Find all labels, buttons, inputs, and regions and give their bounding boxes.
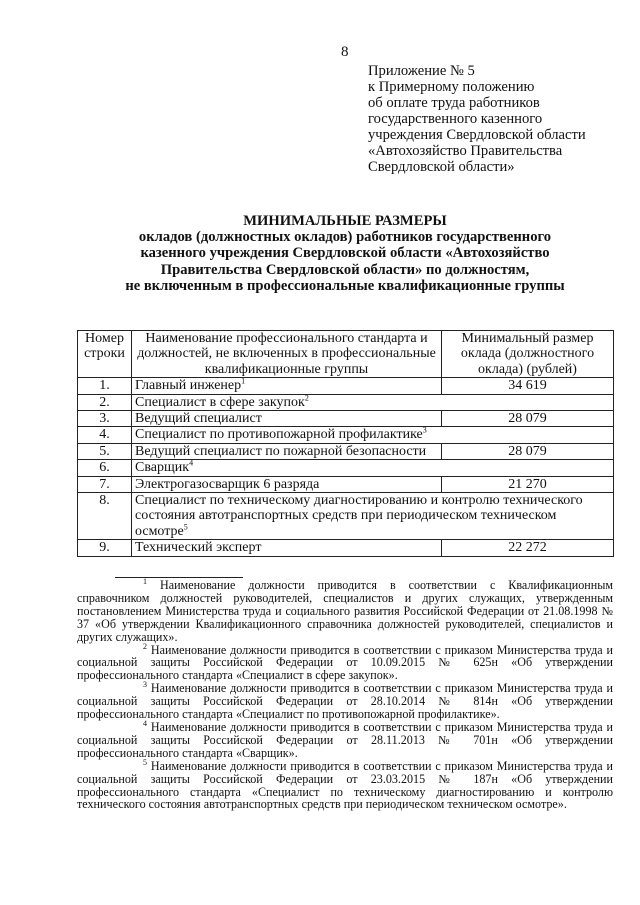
position-name-cell [132, 540, 442, 556]
footnote-mark: 2 [143, 641, 147, 651]
appendix-line: к Примерному положению [368, 79, 535, 95]
title-line: МИНИМАЛЬНЫЕ РАЗМЕРЫ [243, 213, 447, 229]
position-name-cell [132, 460, 614, 476]
position-name-cell [132, 427, 614, 443]
position-name: Электрогазосварщик 6 разряда [135, 476, 320, 492]
appendix-line: Свердловской области» [368, 159, 515, 175]
footnote-marker[interactable]: 4 [189, 458, 194, 468]
min-salary-cell: 28 079 [442, 443, 614, 459]
footnote-marker[interactable]: 5 [183, 522, 188, 532]
footnote-item [77, 576, 613, 644]
footnotes [77, 576, 613, 812]
table-row [78, 378, 614, 394]
title-line: казенного учреждения Свердловской области «Автохозяйство [140, 245, 550, 262]
salary-table [77, 330, 614, 557]
position-name-cell [132, 443, 442, 459]
appendix-reference [368, 63, 628, 175]
footnote-mark: 3 [143, 680, 147, 690]
position-name: Ведущий специалист по пожарной безопасности [135, 443, 427, 459]
table-body [78, 378, 614, 556]
footnote-mark: 4 [143, 718, 147, 728]
footnote-marker[interactable]: 2 [304, 392, 309, 402]
row-number-cell: 7. [78, 476, 132, 492]
footnote-text: Наименование должности приводится в соответствии с приказом Министерства труда и социальной защиты Российской Федерации от 23.03.2015 № 187н «Об утверждении профессионального стандарта «Специалист по техническому диагностированию и контролю технического состояния автотранспортных средств при периодическом техническом осмотре». [77, 758, 613, 812]
row-number-cell: 3. [78, 411, 132, 427]
footnote-marker[interactable]: 1 [241, 376, 246, 386]
min-salary-cell: 22 272 [442, 540, 614, 556]
appendix-line: государственного казенного [368, 111, 543, 127]
footnote-text: Наименование должности приводится в соответствии с приказом Министерства труда и социальной защиты Российской Федерации от 28.11.2013 № 701н «Об утверждении профессионального стандарта «Сварщик». [77, 719, 613, 760]
table-row [78, 411, 614, 427]
table-row [78, 427, 614, 443]
footnote-text: Наименование должности приводится в соответствии с приказом Министерства труда и социальной защиты Российской Федерации от 10.09.2015 № 625н «Об утверждении профессионального стандарта «Специалист в сфере закупок». [77, 642, 613, 683]
row-number-cell: 5. [78, 443, 132, 459]
table-row [78, 540, 614, 556]
header-min-salary: Минимальный размер оклада (должностного оклада) (рублей) [442, 331, 614, 378]
position-name-cell [132, 378, 442, 394]
position-name: Ведущий специалист [135, 411, 262, 427]
title-line: окладов (должностных окладов) работников государственного [138, 229, 552, 246]
header-position-name: Наименование профессионального стандарта и должностей, не включенных в профессиональные квалификационные группы [132, 331, 442, 378]
footnote-item [77, 641, 613, 683]
footnote-text: Наименование должности приводится в соответствии с Квалификационным справочником должностей руководителей, специалистов и других служащих, утвержденным постановлением Министерства труда и социального развития Российской Федерации от 21.08.1998 № 37 «Об утверждении Квалификационного справочника должностей руководителей, специалистов и других служащих». [77, 578, 613, 644]
position-name: Технический эксперт [135, 540, 262, 556]
appendix-line: учреждения Свердловской области [368, 127, 586, 143]
position-name: Специалист по противопожарной профилактике [135, 427, 423, 443]
title-line: Правительства Свердловской области» по должностям, [160, 261, 530, 278]
document-title [60, 213, 630, 294]
table-row [78, 394, 614, 410]
min-salary-cell: 28 079 [442, 411, 614, 427]
position-name-cell [132, 493, 614, 540]
position-name: Сварщик [135, 460, 190, 476]
footnote-mark: 1 [143, 576, 147, 586]
position-name-cell [132, 411, 442, 427]
page-number: 8 [341, 44, 349, 60]
position-name: Специалист в сфере закупок [135, 394, 305, 410]
position-name: Главный инженер [135, 378, 242, 394]
footnote-item [77, 718, 613, 760]
footnote-text: Наименование должности приводится в соответствии с приказом Министерства труда и социальной защиты Российской Федерации от 28.10.2014 № 814н «Об утверждении профессионального стандарта «Специалист по противопожарной профилактике». [77, 681, 613, 722]
footnote-mark: 5 [143, 757, 147, 767]
footnote-item [77, 682, 613, 721]
table-row [78, 476, 614, 492]
title-line: не включенным в профессиональные квалификационные группы [125, 277, 565, 294]
row-number-cell: 1. [78, 378, 132, 394]
appendix-line: «Автохозяйство Правительства [368, 143, 563, 159]
table-row [78, 443, 614, 459]
row-number-cell: 9. [78, 540, 132, 556]
position-name-cell [132, 394, 614, 410]
position-name-cell [132, 476, 442, 492]
table-row [78, 493, 614, 540]
footnote-item [77, 757, 613, 812]
table-row [78, 460, 614, 476]
footnote-marker[interactable]: 3 [422, 425, 427, 435]
appendix-line: Приложение № 5 [368, 63, 475, 79]
table-header-row [78, 331, 614, 378]
header-row-number: Номер строки [78, 331, 132, 378]
row-number-cell: 2. [78, 394, 132, 410]
row-number-cell: 8. [78, 493, 132, 540]
row-number-cell: 4. [78, 427, 132, 443]
min-salary-cell: 34 619 [442, 378, 614, 394]
row-number-cell: 6. [78, 460, 132, 476]
position-name: Специалист по техническому диагностированию и контролю технического состояния автотранспортных средств при периодическом техническом осмотре [135, 493, 583, 539]
min-salary-cell: 21 270 [442, 476, 614, 492]
appendix-line: об оплате труда работников [368, 95, 540, 111]
